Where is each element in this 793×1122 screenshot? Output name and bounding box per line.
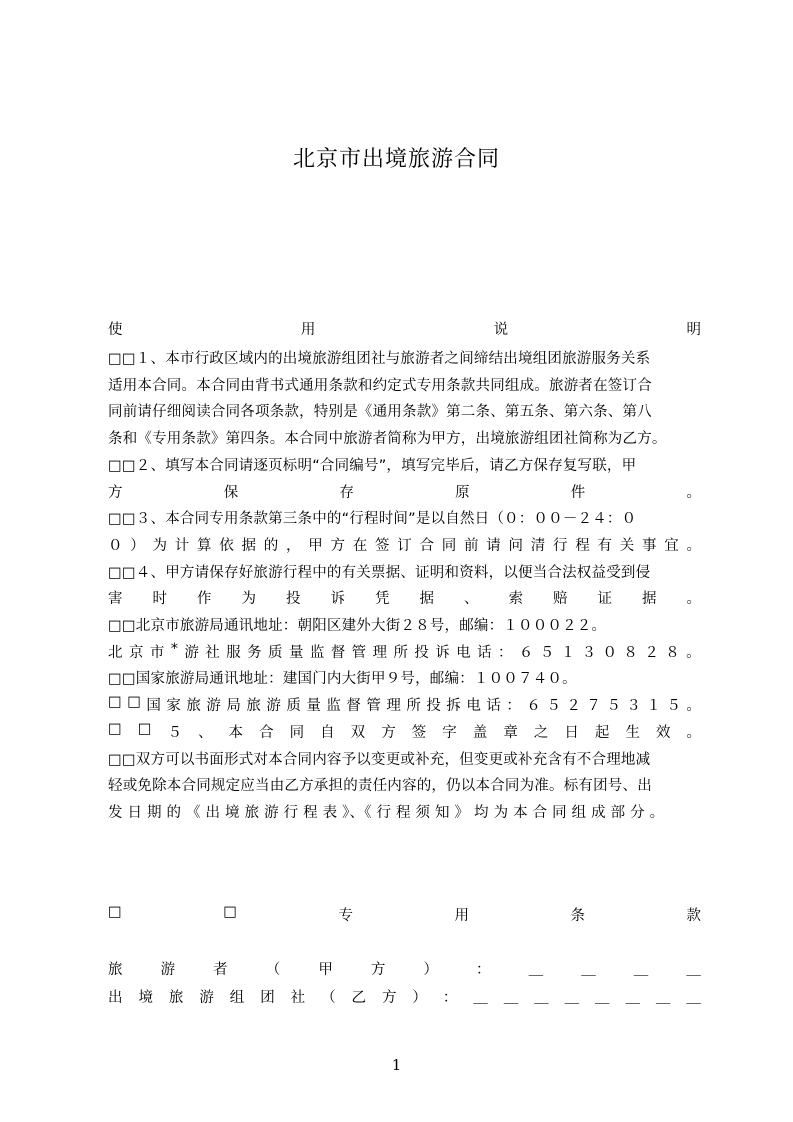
body-line: □□３、本合同专用条款第三条中的“行程时间”是以自然日（０：００－２４：０ xyxy=(108,511,637,528)
body-token: 清 xyxy=(530,537,546,554)
party-a-char: ＿ xyxy=(528,962,544,978)
body-token: 算 xyxy=(197,537,212,554)
heading-char: 说 xyxy=(493,322,509,338)
body-line: 适用本合同。本合同由背书式通用条款和约定式专用条款共同组成。旅游者在签订合 xyxy=(108,377,652,394)
body-token: 。 xyxy=(686,698,701,715)
body-token: □ xyxy=(108,720,122,737)
party-b-char: 团 xyxy=(260,990,275,1006)
body-token: 诉 xyxy=(435,644,450,661)
body-line xyxy=(108,481,701,502)
body-token: ６ xyxy=(518,644,534,661)
party-a-char: ） xyxy=(423,962,438,978)
body-token: 投 xyxy=(286,591,301,608)
party-b-char: ＿ xyxy=(655,990,671,1006)
body-token: 起 xyxy=(594,724,610,741)
body-token: 在 xyxy=(352,537,368,554)
body-token: ５ xyxy=(606,698,621,715)
page-title: 北京市出境旅游合同 xyxy=(292,147,500,172)
heading-char: 使 xyxy=(108,322,123,338)
body-token: 监 xyxy=(326,698,341,715)
party-b-char: ＿ xyxy=(473,990,488,1006)
party-b-char: ＿ xyxy=(625,990,640,1006)
section-char: 款 xyxy=(686,908,701,924)
body-token: 市 xyxy=(149,644,165,661)
party-b-char: 游 xyxy=(199,990,214,1006)
body-token: 方 xyxy=(381,724,396,741)
body-token: 日 xyxy=(564,724,579,741)
body-token: 所 xyxy=(406,698,421,715)
section-char: 专 xyxy=(338,908,353,924)
body-token: 国 xyxy=(146,698,161,715)
body-token: 章 xyxy=(503,724,518,741)
body-token: 程 xyxy=(575,537,590,554)
body-token: ０ xyxy=(602,644,617,661)
body-token: ６ xyxy=(526,698,541,715)
body-token: 督 xyxy=(330,644,346,661)
body-token: 合 xyxy=(419,537,434,554)
body-token: 效 xyxy=(655,724,671,741)
party-a-char: 方 xyxy=(370,962,386,978)
party-b-char: 方 xyxy=(381,990,397,1006)
body-token: 为 xyxy=(241,591,256,608)
body-token: □ xyxy=(127,694,141,711)
body-token: 索 xyxy=(508,591,523,608)
body-token: 双 xyxy=(350,724,366,741)
body-line: □□双方可以书面形式对本合同内容予以变更或补充，但变更或补充含有不合理地减 xyxy=(108,751,651,768)
body-token: 关 xyxy=(619,537,635,554)
body-token: ３ xyxy=(581,644,597,661)
body-line xyxy=(108,694,701,715)
body-token: ） xyxy=(130,537,145,554)
body-token: 投 xyxy=(426,698,441,715)
heading-char: 明 xyxy=(686,322,701,338)
body-line xyxy=(108,641,701,662)
body-token: 理 xyxy=(386,698,401,715)
party-b-char: ＿ xyxy=(503,990,519,1006)
body-token: * xyxy=(170,640,178,657)
body-token: 盖 xyxy=(472,724,488,741)
body-token: 订 xyxy=(397,537,412,554)
body-token: 质 xyxy=(268,644,283,661)
party-a-field xyxy=(108,958,701,979)
body-token: 合 xyxy=(259,724,274,741)
body-token: 计 xyxy=(174,537,190,554)
body-token: 本 xyxy=(228,724,244,741)
body-token: 存 xyxy=(339,484,354,501)
body-token: 。 xyxy=(686,724,701,741)
body-token: 之 xyxy=(533,724,549,741)
body-token: 。 xyxy=(686,537,701,554)
heading-char: 用 xyxy=(300,322,316,338)
party-b-char: 旅 xyxy=(168,990,184,1006)
party-a-char: 者 xyxy=(213,962,228,978)
body-token: 游 xyxy=(206,698,221,715)
body-token: 投 xyxy=(414,644,429,661)
body-token: 京 xyxy=(128,644,144,661)
body-line: □□国家旅游局通讯地址：建国门内大街甲９号，邮编：１００７４０。 xyxy=(108,671,577,688)
body-token: 话 xyxy=(477,644,492,661)
body-token: 请 xyxy=(486,537,501,554)
body-token: ２ xyxy=(644,644,659,661)
body-token: 自 xyxy=(320,724,335,741)
body-token: 问 xyxy=(508,537,523,554)
body-token: 字 xyxy=(442,724,457,741)
section-char: 条 xyxy=(570,908,585,924)
party-b-char: ＿ xyxy=(686,990,701,1006)
body-token: 家 xyxy=(166,698,181,715)
body-token: 务 xyxy=(247,644,262,661)
body-token: 据 xyxy=(241,537,256,554)
body-line: □□１、本市行政区域内的出境旅游组团社与旅游者之间缔结出境组团旅游服务关系 xyxy=(108,351,651,367)
body-token: 为 xyxy=(152,537,167,554)
body-token: ５ xyxy=(666,698,681,715)
party-b-char: ＿ xyxy=(595,990,610,1006)
body-token: 害 xyxy=(108,591,123,608)
party-b-char: ） xyxy=(412,990,427,1006)
body-token: 话 xyxy=(486,698,501,715)
body-token: 旅 xyxy=(186,698,201,715)
body-token: 局 xyxy=(226,698,241,715)
body-token: 件 xyxy=(570,484,586,501)
body-token: ： xyxy=(497,644,513,661)
body-token: 质 xyxy=(286,698,301,715)
body-token: 方 xyxy=(108,484,123,501)
body-token: 量 xyxy=(288,644,304,661)
body-token: ３ xyxy=(626,698,641,715)
body-token: 、 xyxy=(464,591,479,608)
body-token: 据 xyxy=(642,591,657,608)
body-token: 、 xyxy=(198,724,213,741)
party-a-char: ： xyxy=(476,962,491,978)
body-token: 甲 xyxy=(308,537,323,554)
body-token: ８ xyxy=(623,644,638,661)
section-char: □ xyxy=(108,904,122,920)
party-a-char: 甲 xyxy=(318,962,333,978)
body-token: 。 xyxy=(686,644,701,661)
body-token: ５ xyxy=(546,698,561,715)
body-line: □□北京市旅游局通讯地址：朝阳区建外大街２８号，邮编：１０００２２。 xyxy=(108,618,607,634)
body-line xyxy=(108,721,701,742)
body-token: 。 xyxy=(686,484,701,501)
body-token: 管 xyxy=(366,698,381,715)
party-b-char: （ xyxy=(321,990,336,1006)
body-token: 据 xyxy=(419,591,434,608)
body-token: 诉 xyxy=(330,591,345,608)
body-token: 生 xyxy=(625,724,640,741)
section-char: 用 xyxy=(454,908,469,924)
party-b-char: 境 xyxy=(138,990,153,1006)
body-token: 行 xyxy=(553,537,568,554)
body-token: 理 xyxy=(372,644,388,661)
body-token: 同 xyxy=(289,724,305,741)
body-token: 服 xyxy=(226,644,241,661)
body-token: ８ xyxy=(665,644,680,661)
body-token: ２ xyxy=(566,698,581,715)
party-b-char: 乙 xyxy=(351,990,366,1006)
body-token: 宜 xyxy=(664,537,679,554)
body-token: 游 xyxy=(266,698,281,715)
body-line xyxy=(108,587,701,608)
body-token: 签 xyxy=(375,537,390,554)
party-b-char: 出 xyxy=(108,990,123,1006)
body-line xyxy=(108,534,701,555)
body-line: □□４、甲方请保存好旅游行程中的有关票据、证明和资料，以便当合法权益受到侵 xyxy=(108,564,651,581)
body-token: 拆 xyxy=(446,698,461,715)
party-b-field xyxy=(108,986,701,1007)
body-token: 北 xyxy=(108,644,123,661)
body-token: 游 xyxy=(184,644,199,661)
body-token: ０ xyxy=(108,537,123,554)
body-line: 同前请仔细阅读合同各项条款，特别是《通用条款》第二条、第五条、第六条、第八 xyxy=(108,404,652,421)
body-token: 凭 xyxy=(375,591,390,608)
body-token: １ xyxy=(646,698,661,715)
body-token: 社 xyxy=(205,644,220,661)
body-token: 电 xyxy=(466,698,481,715)
body-token: 管 xyxy=(351,644,367,661)
body-token: ７ xyxy=(586,698,601,715)
body-token: 证 xyxy=(597,591,612,608)
party-a-char: ＿ xyxy=(686,962,701,978)
party-a-char: （ xyxy=(265,962,281,978)
body-token: 监 xyxy=(309,644,325,661)
party-a-char: ＿ xyxy=(633,962,649,978)
section-char: □ xyxy=(223,904,237,920)
body-token: ： xyxy=(506,698,521,715)
body-token: ５ xyxy=(167,724,182,741)
body-token: □ xyxy=(137,720,152,737)
body-token: 事 xyxy=(642,537,657,554)
special-terms-heading xyxy=(108,904,701,925)
party-b-char: 社 xyxy=(290,990,306,1006)
body-token: 时 xyxy=(152,591,167,608)
party-b-char: ＿ xyxy=(564,990,580,1006)
body-line: 条和《专用条款》第四条。本合同中旅游者简称为甲方，出境旅游组团社简称为乙方。 xyxy=(108,431,667,448)
body-token: 有 xyxy=(597,537,612,554)
body-token: 。 xyxy=(686,591,701,608)
body-token: 依 xyxy=(219,537,234,554)
body-token: 同 xyxy=(441,537,457,554)
page-number: 1 xyxy=(391,1056,402,1074)
body-token: 电 xyxy=(456,644,471,661)
body-token: 赔 xyxy=(553,591,568,608)
body-token: 旅 xyxy=(246,698,261,715)
body-token: 签 xyxy=(411,724,427,741)
body-token: 量 xyxy=(306,698,321,715)
body-token: □ xyxy=(108,694,122,711)
body-line: 轻或免除本合同规定应当由乙方承担的责任内容的，仍以本合同为准。标有团号、出 xyxy=(108,778,652,795)
party-a-char: 游 xyxy=(160,962,176,978)
body-token: 作 xyxy=(197,591,212,608)
party-b-char: 组 xyxy=(229,990,245,1006)
body-token: 的 xyxy=(263,537,279,554)
body-token: 保 xyxy=(223,484,239,501)
body-token: ５ xyxy=(539,644,555,661)
body-token: １ xyxy=(560,644,576,661)
party-a-char: 旅 xyxy=(108,962,123,978)
usage-instructions-heading xyxy=(108,318,701,339)
party-b-char: ： xyxy=(442,990,458,1006)
body-token: ， xyxy=(286,537,301,554)
body-token: 所 xyxy=(393,644,408,661)
body-line: 发 日 期 的 《 出 境 旅 游 行 程 表 》、《 行 程 须 知 》 均 为 本 合 同 组 成 部 分 。 xyxy=(108,804,665,821)
body-token: 方 xyxy=(330,537,345,554)
body-token: 前 xyxy=(464,537,479,554)
body-token: 督 xyxy=(346,698,361,715)
body-token: 原 xyxy=(455,484,470,501)
party-b-char: ＿ xyxy=(534,990,549,1006)
party-a-char: ＿ xyxy=(581,962,596,978)
body-line: □□２、填写本合同请逐页标明“合同编号”，填写完毕后，请乙方保存复写联，甲 xyxy=(108,457,637,474)
